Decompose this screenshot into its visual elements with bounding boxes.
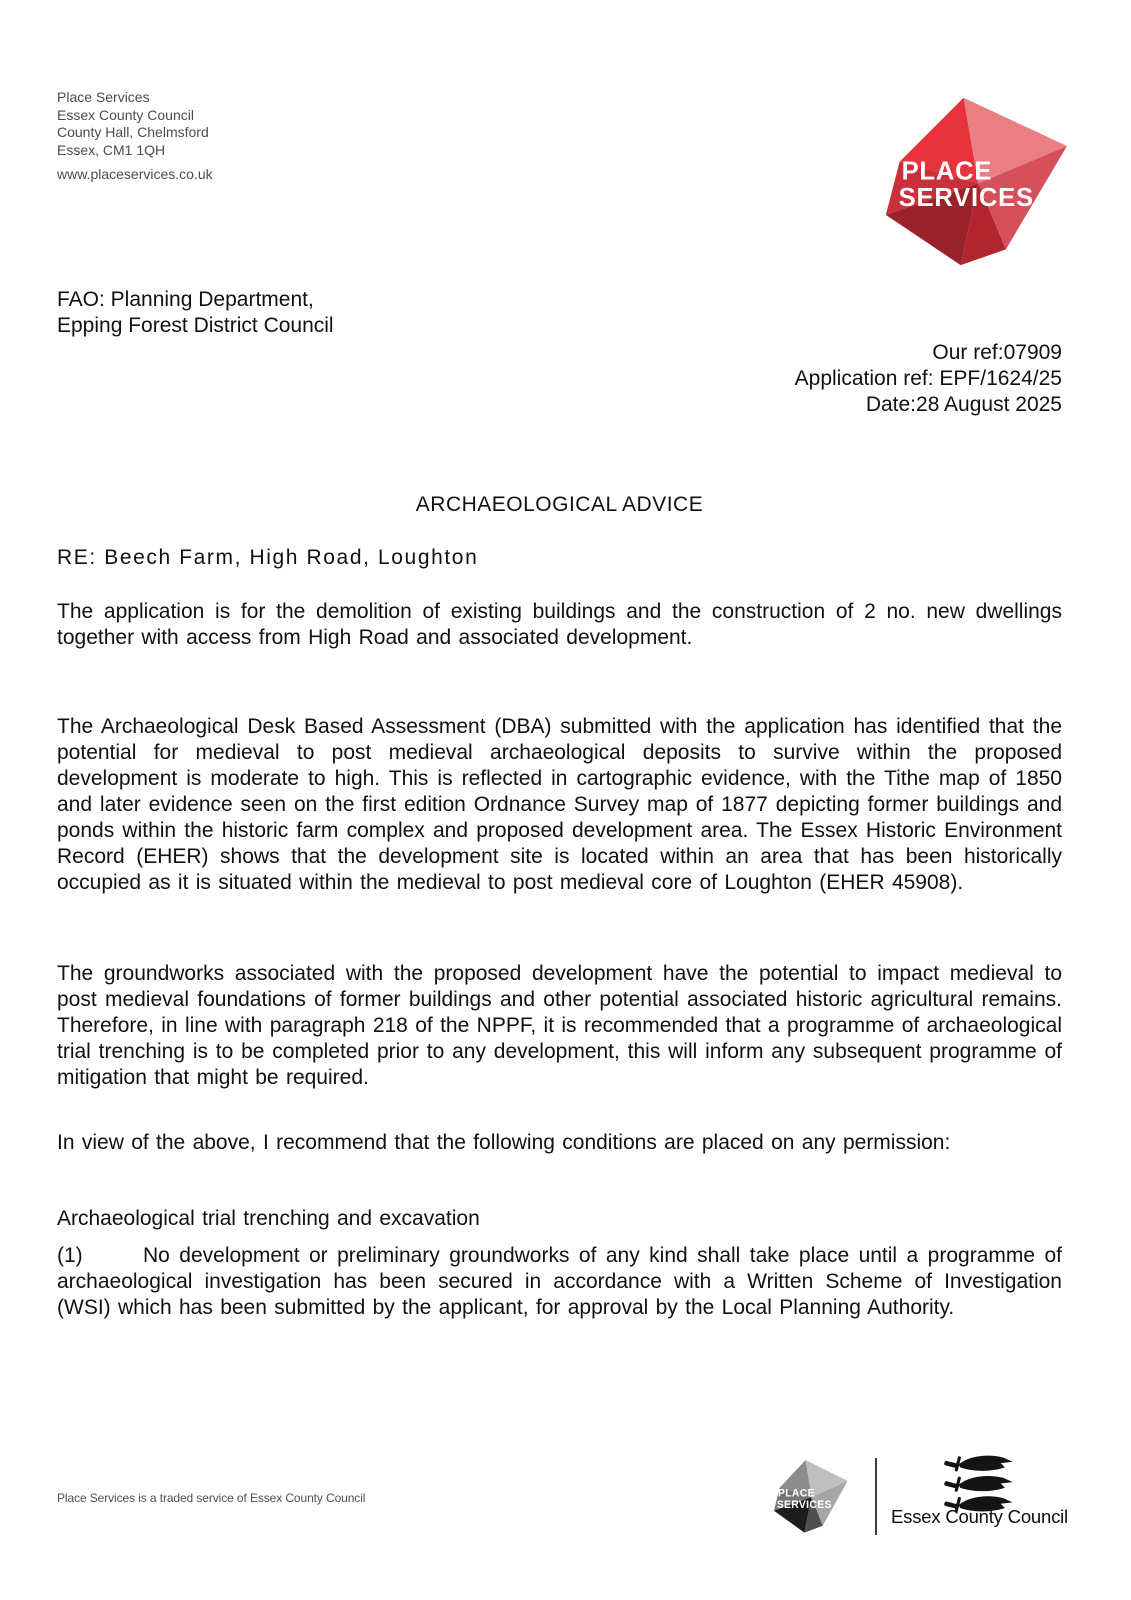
our-ref: Our ref:07909 [932, 341, 1062, 364]
sender-address [57, 89, 213, 184]
condition-text: No development or preliminary groundworks of any kind shall take place until a programme of archaeological investigation has been secured in accordance with a Written Scheme of Investigation (WSI) which has been submitted by the applicant, for approval by the Local Planning Authority. [57, 1244, 1062, 1319]
recipient-block [57, 287, 334, 339]
footer-logo-wordmark-line1: PLACE [778, 1487, 815, 1500]
application-ref: Application ref: EPF/1624/25 [794, 367, 1062, 390]
subject-line: RE: Beech Farm, High Road, Loughton [57, 546, 479, 569]
sender-line: Essex County Council [57, 106, 194, 123]
seax-icon [944, 1476, 1013, 1492]
recommendation-intro: In view of the above, I recommend that the following conditions are placed on any permission: [57, 1131, 951, 1154]
essex-county-council-label: Essex County Council [891, 1506, 1068, 1527]
sender-line: County Hall, Chelmsford [57, 124, 209, 140]
reference-block [795, 340, 1062, 418]
paragraph-assessment: The Archaeological Desk Based Assessment (DBA) submitted with the application has identified that the potential for medieval to post medieval archaeological deposits to survive within the proposed development is moderate to high. This is reflected in cartographic evidence, with the Tithe map of 1850 and later evidence seen on the first edition Ordnance Survey map of 1877 depicting former buildings and ponds within the historic farm complex and proposed development area. The Essex Historic Environment Record (EHER) shows that the development site is located within an area that has been historically occupied as it is situated within the medieval to post medieval core of Loughton (EHER 45908). [57, 715, 1062, 894]
letter-date: Date:28 August 2025 [865, 393, 1062, 416]
paragraph-groundworks: The groundworks associated with the proposed development have the potential to impact medieval to post medieval foundations of former buildings and other potential associated historic agricultural remains. Therefore, in line with paragraph 218 of the NPPF, it is recommended that a programme of archaeological trial trenching is to be completed prior to any development, this will inform any subsequent programme of mitigation that might be required. [57, 962, 1062, 1089]
recipient-line: Epping Forest District Council [57, 314, 334, 337]
place-services-logo [866, 84, 1073, 273]
sender-line: Place Services [57, 89, 150, 105]
footer-tagline: Place Services is a traded service of Essex County Council [57, 1491, 366, 1505]
letter-title: ARCHAEOLOGICAL ADVICE [415, 493, 704, 516]
logo-wordmark-line2: SERVICES [898, 184, 1034, 213]
place-services-footer-logo [766, 1454, 850, 1536]
condition-paragraph [57, 1243, 1062, 1321]
seax-icon [944, 1456, 1013, 1472]
footer-logo-wordmark-line2: SERVICES [776, 1498, 832, 1512]
paragraph-application: The application is for the demolition of existing buildings and the construction of 2 no. new dwellings together with access from High Road and associated development. [57, 600, 1062, 649]
essex-county-council-seaxes-icon [944, 1454, 1014, 1513]
logo-wordmark-line1: PLACE [901, 157, 993, 186]
condition-number: (1) [57, 1244, 83, 1267]
sender-website: www.placeservices.co.uk [57, 166, 213, 182]
recipient-line: FAO: Planning Department, [57, 288, 314, 311]
sender-line: Essex, CM1 1QH [57, 141, 166, 158]
footer-divider [875, 1458, 877, 1535]
condition-heading: Archaeological trial trenching and excavation [57, 1207, 480, 1230]
